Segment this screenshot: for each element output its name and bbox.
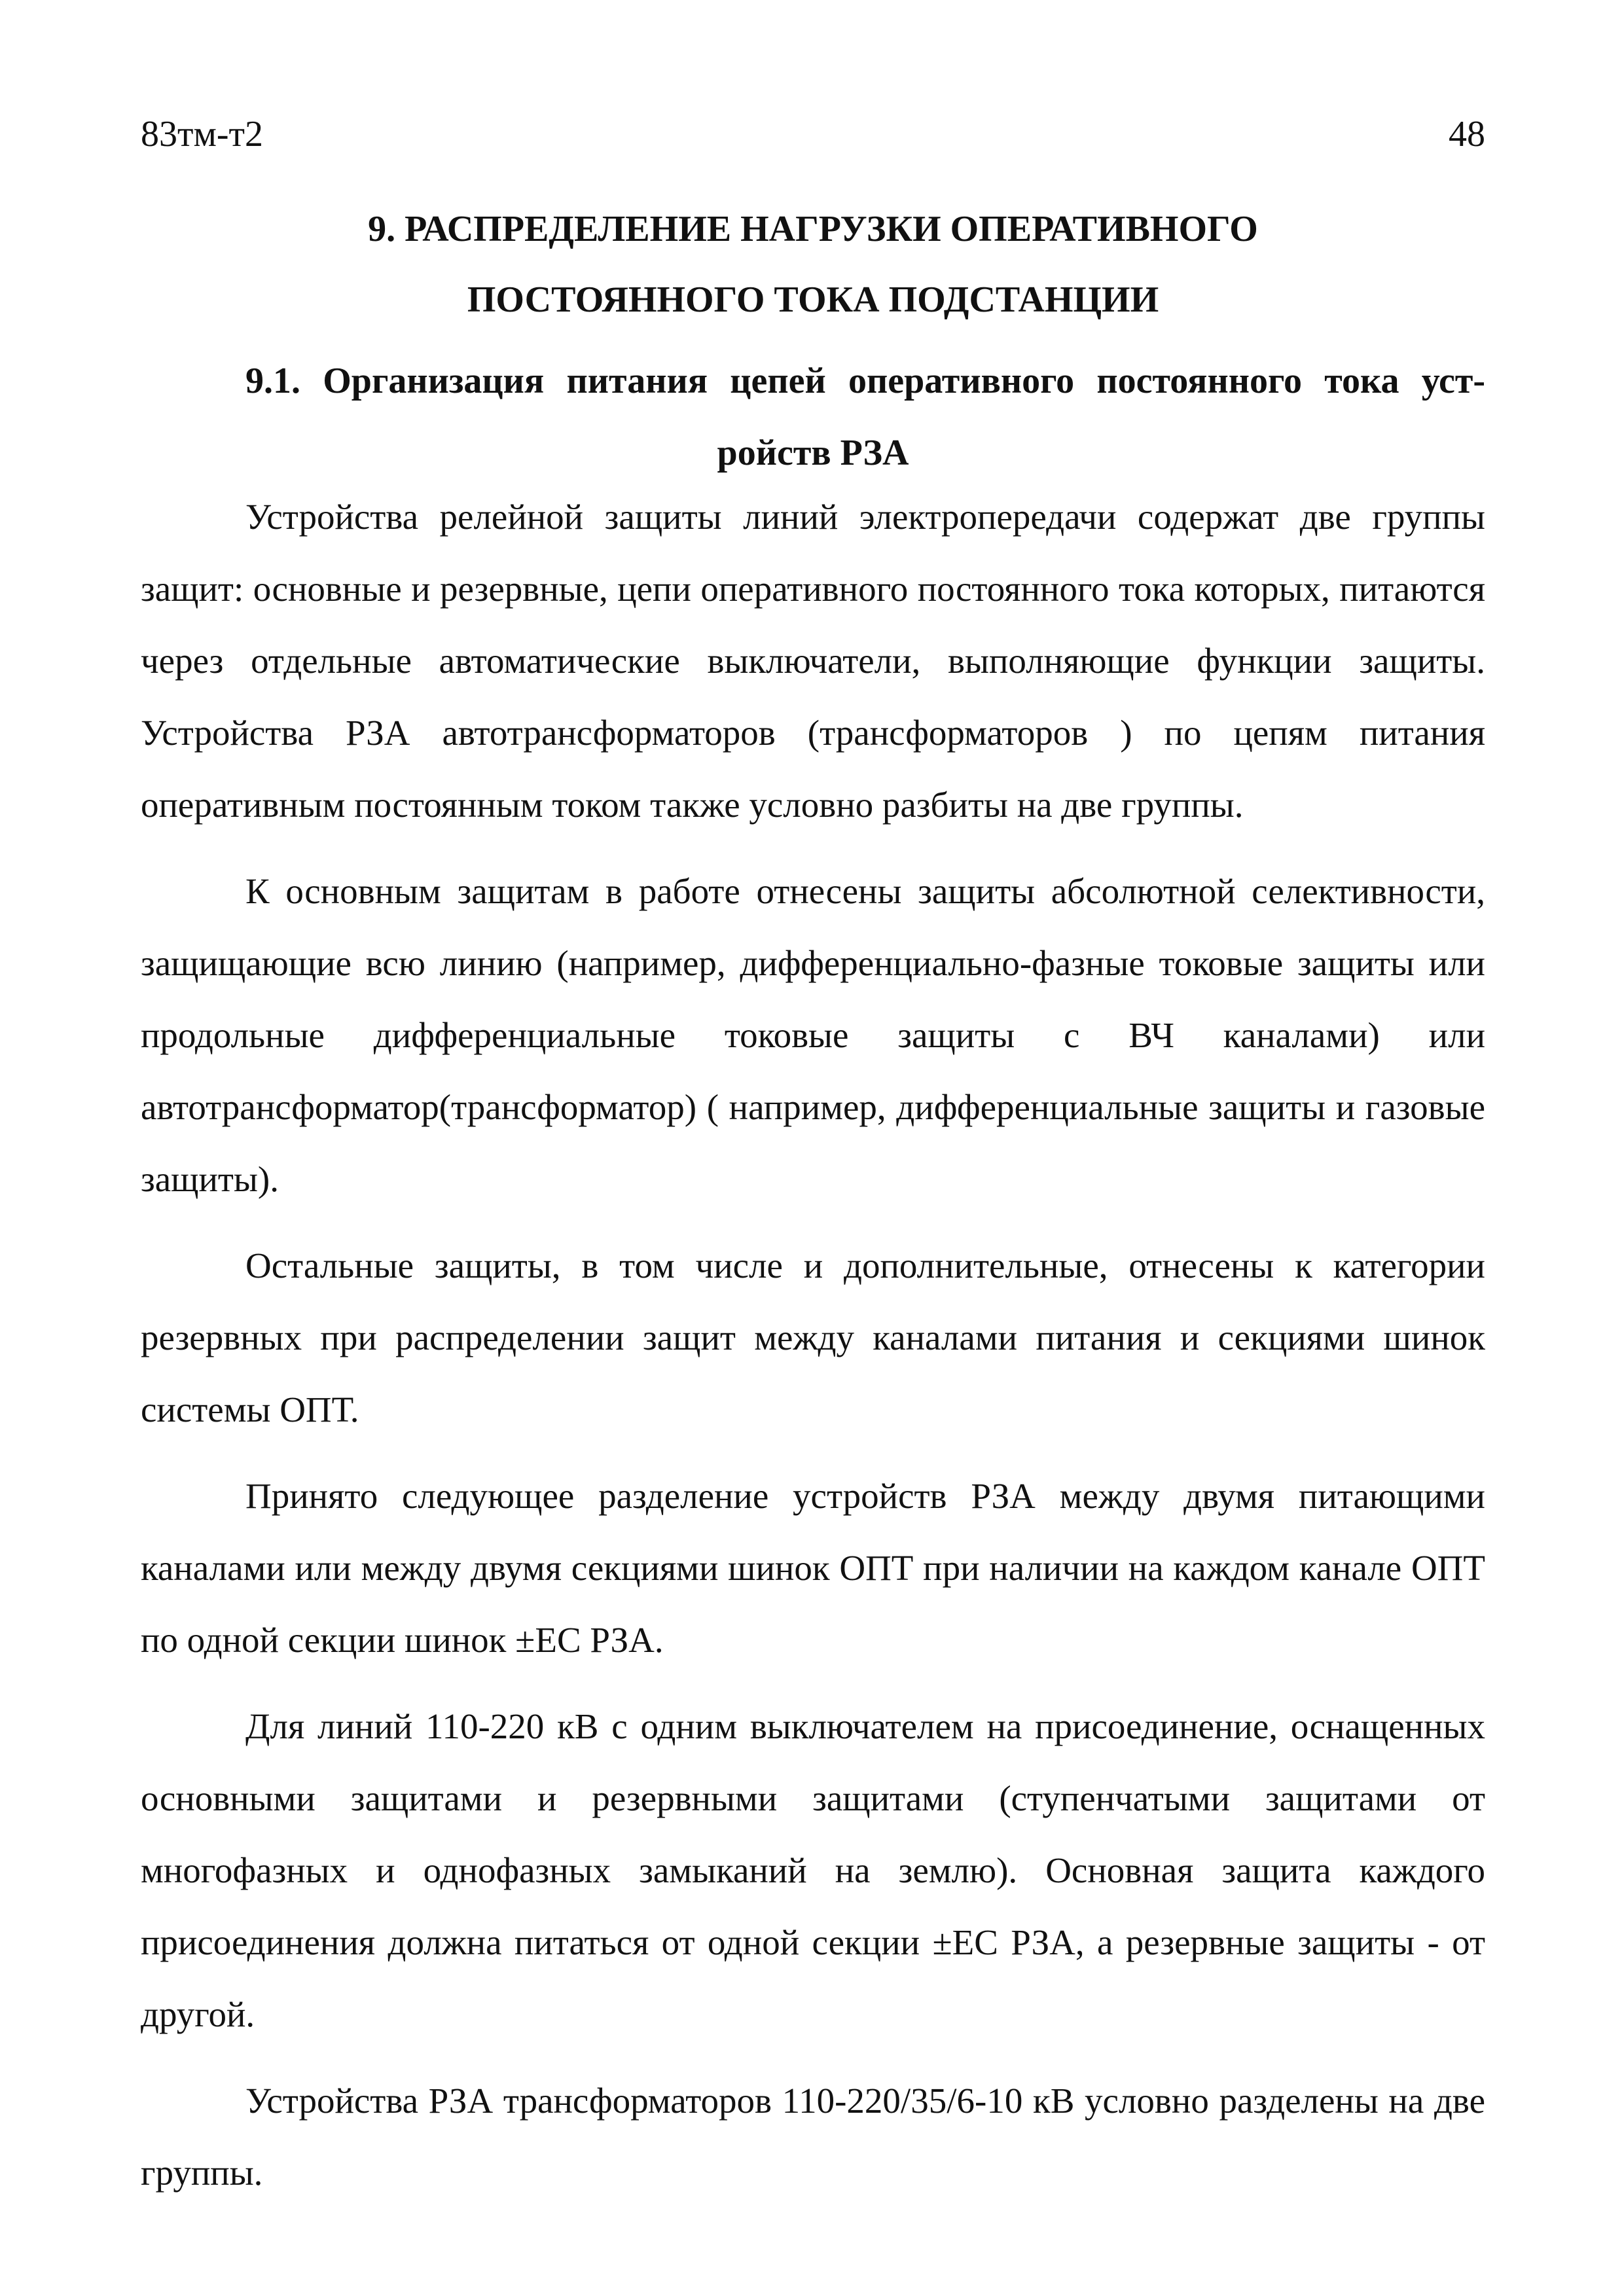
page-number: 48 — [1449, 114, 1485, 154]
paragraph-4: Принято следующее разделение устройств РЗА между двумя питающими каналами или между двумя секциями шинок ОПТ при наличии на каждом канале ОПТ по одной секции шинок ±ЕС РЗА. — [141, 1476, 1485, 1660]
paragraph-3: Остальные защиты, в том числе и дополнительные, отнесены к категории резервных при распределении защит между каналами питания и секциями шинок системы ОПТ. — [141, 1246, 1485, 1429]
section-title-line-1: 9. РАСПРЕДЕЛЕНИЕ НАГРУЗКИ ОПЕРАТИВНОГО — [368, 209, 1258, 249]
paragraph-5: Для линий 110-220 кВ с одним выключателем на присоединение, оснащенных основными защитами и резервными защитами (ступенчатыми защитами от многофазных и однофазных замыканий на землю). Основная защита каждого присоединения должна питаться от одной секции ±ЕС РЗА, а резервные защиты - от другой. — [141, 1706, 1485, 2034]
subsection-title — [141, 345, 1485, 489]
subsection-title-line-1: 9.1. Организация питания цепей оперативного постоянного тока уст- — [245, 361, 1485, 401]
subsection-title-line-2: ройств РЗА — [717, 433, 909, 473]
document-code: 83тм-т2 — [141, 114, 264, 154]
paragraph-1: Устройства релейной защиты линий электропередачи содержат две группы защит: основные и резервные, цепи оперативного постоянного тока которых, питаются через отдельные автоматические выключатели, выполняющие функции защиты. Устройства РЗА автотрансформаторов (трансформаторов ) по цепям питания оперативным постоянным током также условно разбиты на две группы. — [141, 497, 1485, 825]
body-text — [141, 481, 1485, 2209]
section-title-line-2: ПОСТОЯННОГО ТОКА ПОДСТАНЦИИ — [467, 279, 1159, 320]
paragraph-2: К основным защитам в работе отнесены защиты абсолютной селективности, защищающие всю линию (например, дифференциально-фазные токовые защиты или продольные дифференциальные токовые защиты с ВЧ каналами) или автотрансформатор(трансформатор) ( например, дифференциальные защиты и газовые защиты). — [141, 871, 1485, 1199]
paragraph-6: Устройства РЗА трансформаторов 110-220/35/6-10 кВ условно разделены на две группы. — [141, 2081, 1485, 2193]
